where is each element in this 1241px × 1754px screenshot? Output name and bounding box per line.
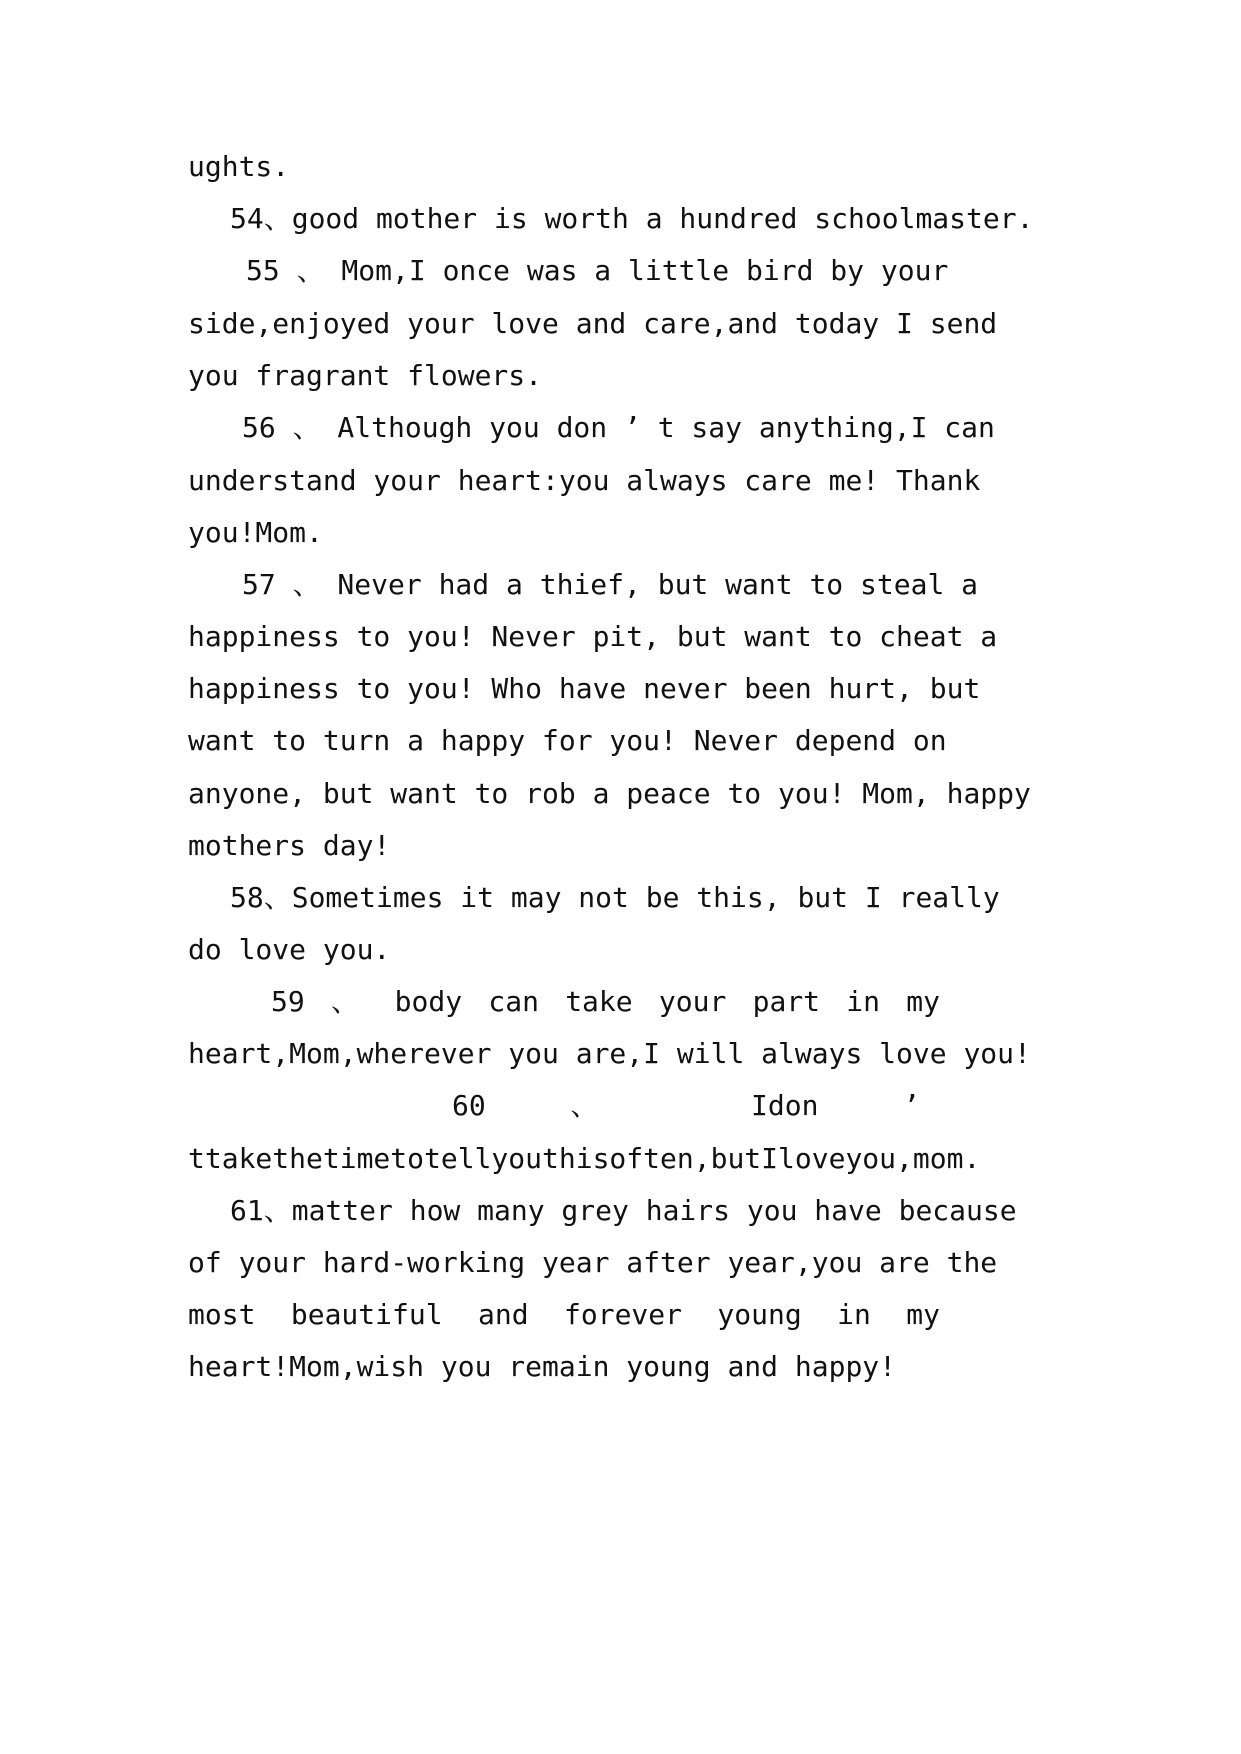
text-line: 57 、 Never had a thief, but want to steal a	[242, 568, 979, 601]
text-line: 55 、 Mom,I once was a little bird by your	[246, 254, 949, 287]
text-line: you!Mom.	[188, 516, 323, 549]
text-line: heart,Mom,wherever you are,I will always love you!	[188, 1037, 1031, 1070]
text-line: happiness to you! Never pit, but want to cheat a	[188, 620, 998, 653]
text-line: 56 、 Although you don ’ t say anything,I can	[242, 411, 995, 444]
text-line: of your hard-working year after year,you are the	[188, 1246, 998, 1279]
text-line: understand your heart:you always care me! Thank	[188, 464, 981, 497]
text-line: 54、good mother is worth a hundred schoolmaster.	[230, 202, 1034, 235]
text-line: want to turn a happy for you! Never depend on	[188, 724, 947, 757]
text-line: 60 、 Idon ’	[452, 1089, 920, 1122]
text-line: side,enjoyed your love and care,and today I send	[188, 307, 998, 340]
text-line: ughts.	[188, 150, 290, 183]
text-line: heart!Mom,wish you remain young and happy!	[188, 1350, 897, 1383]
text-line: mothers day!	[188, 829, 391, 862]
text-line: most beautiful and forever young in my	[188, 1298, 940, 1331]
text-line: ttakethetimetotellyouthisoften,butIloveyou,mom.	[188, 1142, 981, 1175]
text-line: 59 、 body can take your part in my	[271, 985, 940, 1018]
text-line: anyone, but want to rob a peace to you! Mom, happy	[188, 777, 1031, 810]
text-line: you fragrant flowers.	[188, 359, 543, 392]
text-line: happiness to you! Who have never been hurt, but	[188, 672, 981, 705]
text-line: 58、Sometimes it may not be this, but I really	[230, 881, 1000, 914]
text-line: do love you.	[188, 933, 391, 966]
text-line: 61、matter how many grey hairs you have because	[230, 1194, 1017, 1227]
